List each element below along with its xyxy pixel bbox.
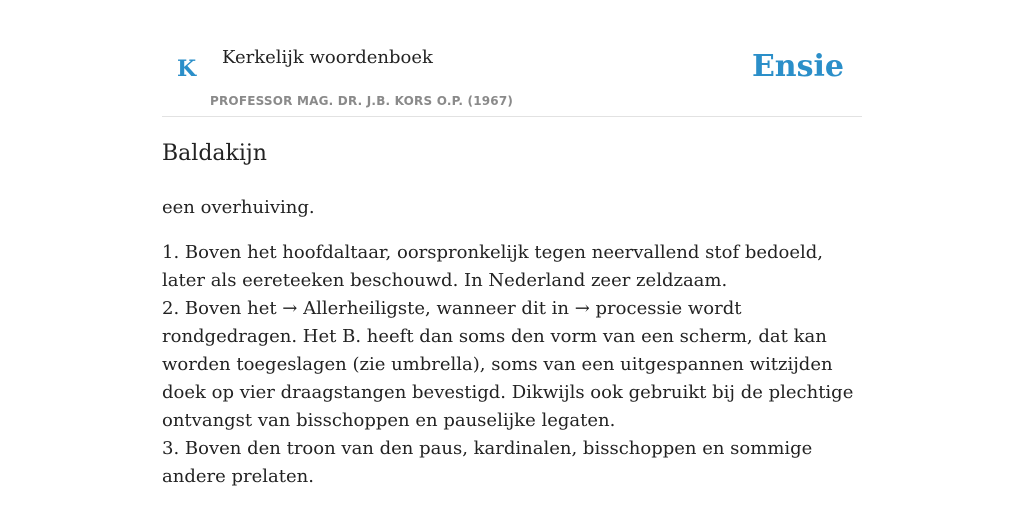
entry-definition — [162, 239, 862, 491]
ensie-logo[interactable]: Ensie — [751, 49, 844, 84]
entry-term: Baldakijn — [162, 141, 267, 166]
dictionary-logo-icon[interactable]: K — [177, 56, 197, 82]
dictionary-title[interactable]: Kerkelijk woordenboek — [222, 47, 433, 68]
entry-lead: een overhuiving. — [162, 197, 315, 218]
header — [162, 0, 862, 117]
definition-item-1: 1. Boven het hoofdaltaar, oorspronkelijk tegen neervallend stof bedoeld, later als eereteeken beschouwd. In Nederland zeer zeldzaam. — [162, 242, 824, 291]
definition-item-3: 3. Boven den troon van den paus, kardinalen, bisschoppen en sommige andere prelaten. — [162, 438, 813, 487]
page — [162, 0, 862, 487]
dictionary-author: PROFESSOR MAG. DR. J.B. KORS O.P. (1967) — [210, 94, 514, 108]
definition-item-2: 2. Boven het → Allerheiligste, wanneer dit in → processie wordt rondgedragen. Het B. heeft dan soms den vorm van een scherm, dat kan worden toegeslagen (zie umbrella), soms van een uitgespannen witzijden doek op vier draagstangen bevestigd. Dikwijls ook gebruikt bij de plechtige ontvangst van bisschoppen en pauselijke legaten. — [162, 298, 854, 431]
